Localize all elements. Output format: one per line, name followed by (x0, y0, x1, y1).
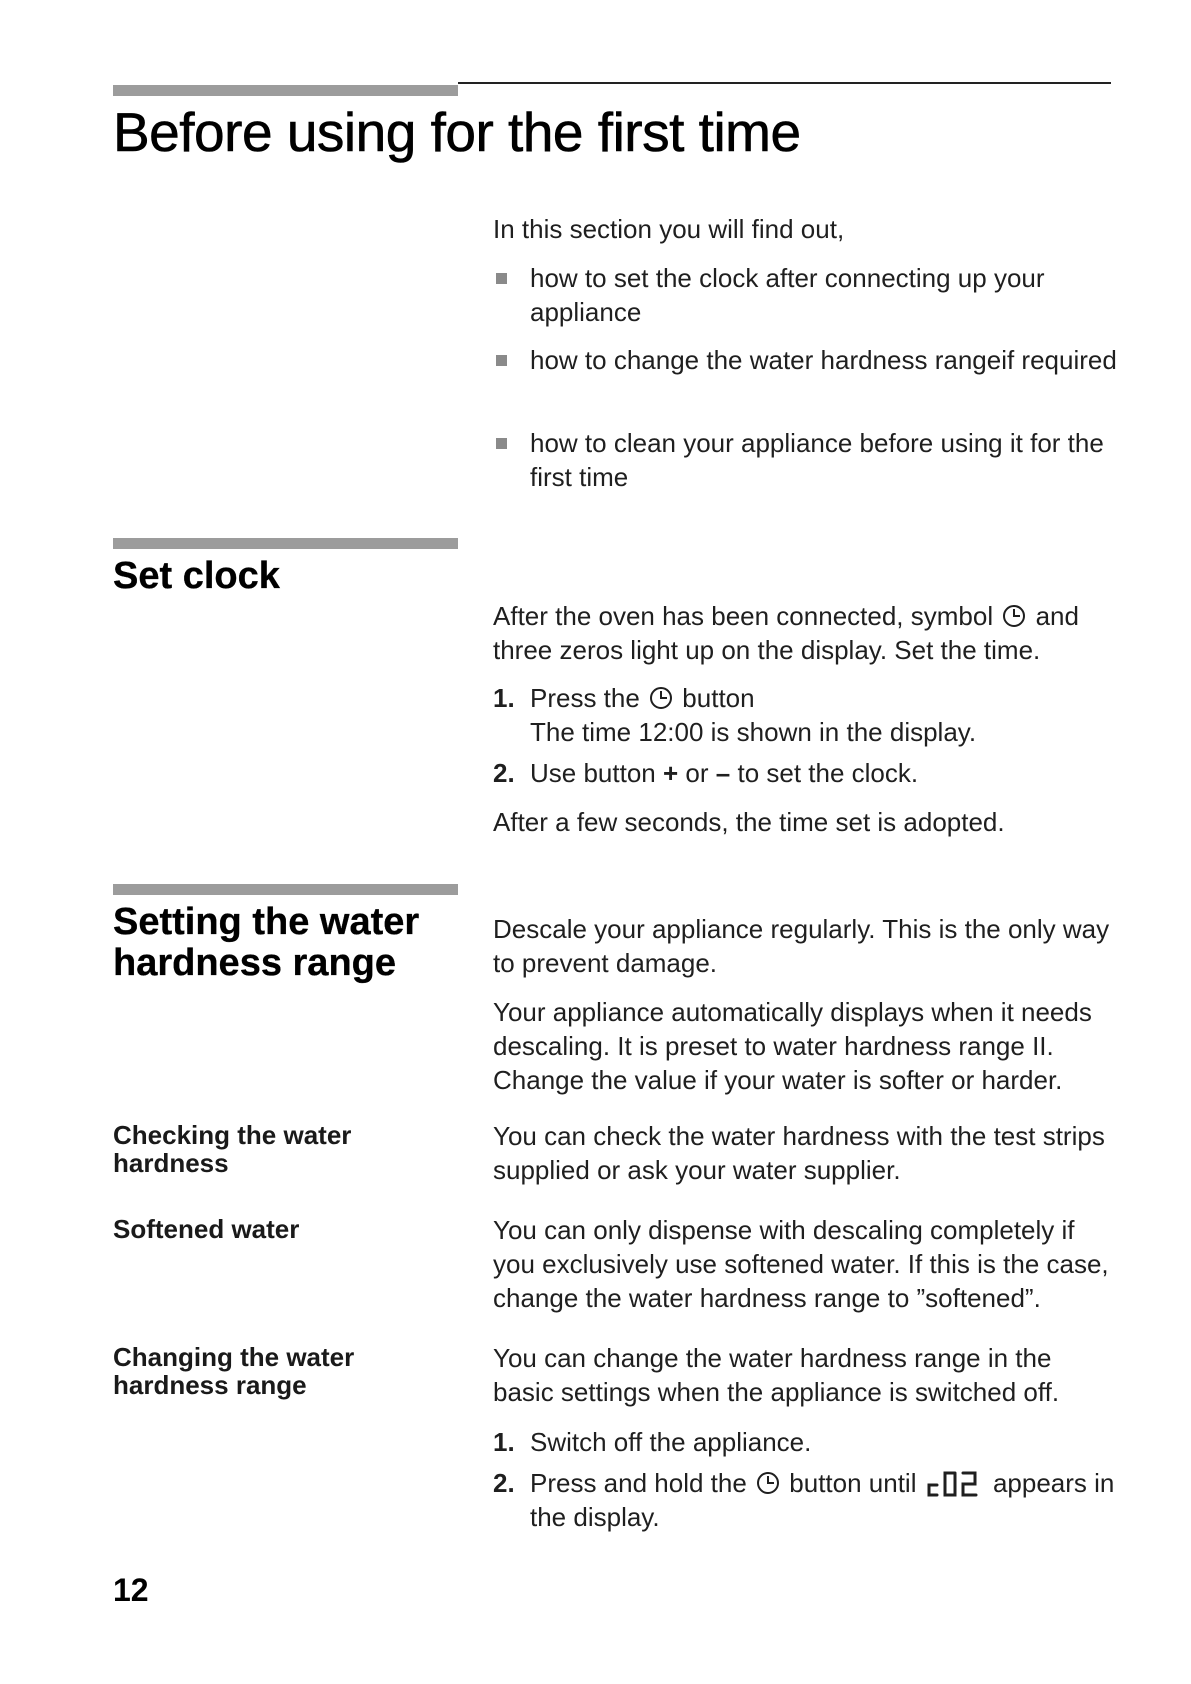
set-clock-outro: After a few seconds, the time set is adopted. (493, 807, 1005, 837)
section-bar-title (113, 85, 458, 96)
page-number: 12 (113, 1572, 149, 1608)
water-para-2: Your appliance automatically displays when it needs descaling. It is preset to water hardness range II. Change the value if your water is softer or harder. (493, 997, 1092, 1095)
bullet-square-icon (496, 438, 507, 449)
set-clock-intro: After the oven has been connected, symbol and three zeros light up on the display. Set the time. (493, 601, 1079, 665)
intro-bullet-3: how to clean your appliance before using it for the first time (493, 426, 1118, 494)
water-heading: Setting the water hardness range (113, 901, 420, 984)
section-bar-water (113, 884, 458, 895)
clock-icon (756, 1471, 780, 1495)
clock-icon (649, 686, 673, 710)
intro-bullet-1: how to set the clock after connecting up your appliance (493, 261, 1118, 329)
clock-icon (1002, 604, 1026, 628)
section-bar-set-clock (113, 538, 458, 549)
minus-symbol: – (715, 758, 731, 788)
bullet-square-icon (496, 273, 507, 284)
checking-heading: Checking the water hardness (113, 1120, 352, 1178)
set-clock-heading: Set clock (113, 555, 280, 597)
segment-display-c02 (926, 1470, 984, 1498)
changing-step-2: 2. Press and hold the button until appears in the display. (493, 1468, 1115, 1532)
set-clock-step-1: 1. Press the button The time 12:00 is shown in the display. (493, 683, 977, 747)
checking-text: You can check the water hardness with the test strips supplied or ask your water supplier. (493, 1121, 1105, 1185)
set-clock-step-2: 2. Use button + or – to set the clock. (493, 758, 919, 788)
header-rule (458, 82, 1111, 84)
intro-lead: In this section you will find out, (493, 214, 845, 244)
changing-text: You can change the water hardness range in the basic settings when the appliance is switched off. (493, 1343, 1060, 1407)
intro-bullet-2: how to change the water hardness rangeif required (493, 343, 1118, 377)
softened-text: You can only dispense with descaling completely if you exclusively use softened water. If this is the case, change the water hardness range to ”softened”. (493, 1215, 1109, 1313)
water-para-1: Descale your appliance regularly. This is the only way to prevent damage. (493, 914, 1110, 978)
page-title: Before using for the first time (113, 101, 801, 163)
changing-step-1: 1. Switch off the appliance. (493, 1427, 812, 1457)
plus-symbol: + (662, 758, 679, 788)
changing-heading: Changing the water hardness range (113, 1342, 355, 1400)
bullet-square-icon (496, 355, 507, 366)
softened-heading: Softened water (113, 1214, 300, 1244)
